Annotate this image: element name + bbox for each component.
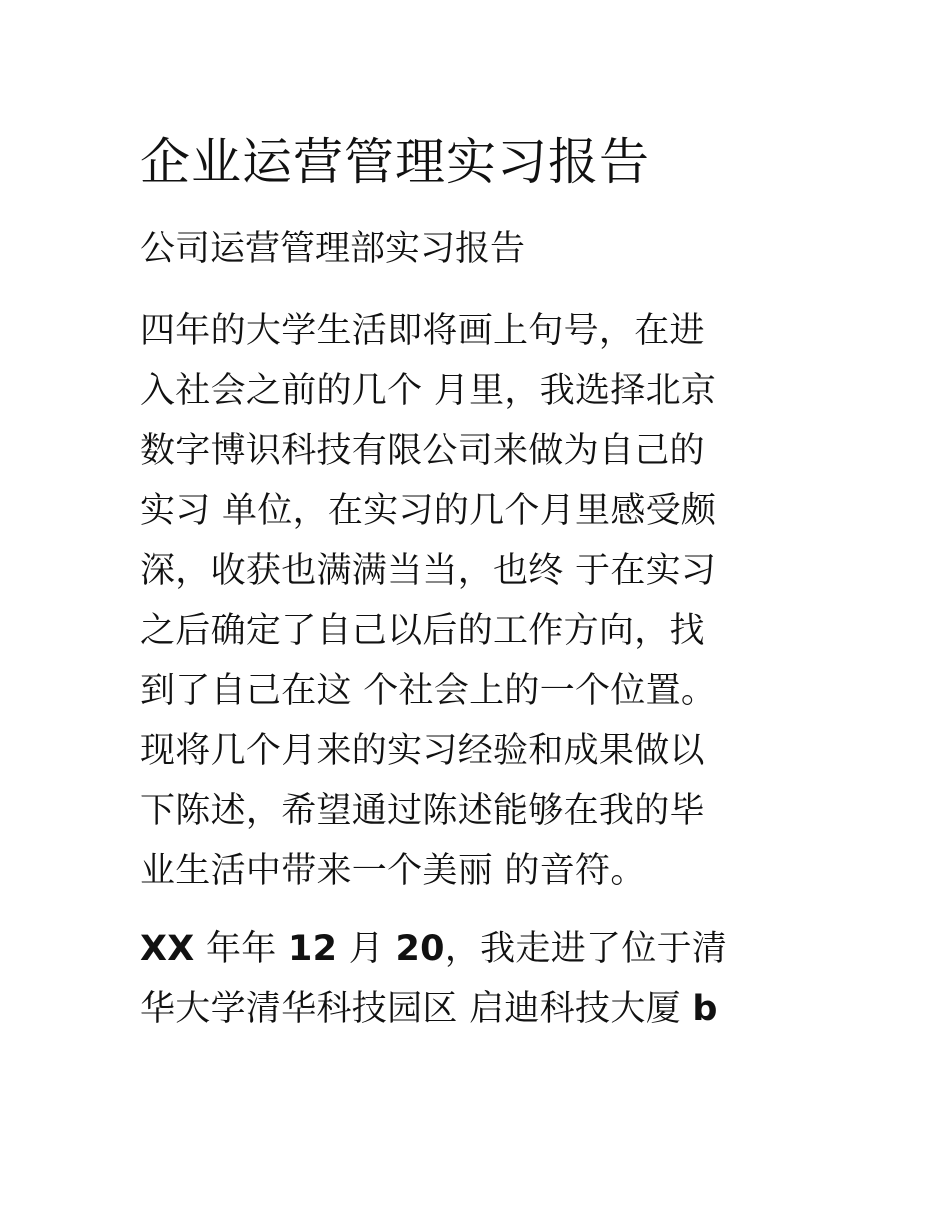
paragraph-line: 到了自己在这 个社会上的一个位置。 [140,671,717,711]
text-run: ，我走进了位于清 [444,929,728,969]
text-run: 华大学清华科技园区 启迪科技大厦 [140,989,693,1029]
text-run: 年年 [194,929,289,969]
document-title: 企业运营管理实习报告 [140,133,650,191]
paragraph-line: 下陈述，希望通过陈述能够在我的毕 [140,791,705,831]
paragraph-line: 之后确定了自己以后的工作方向，找 [140,611,705,651]
paragraph-line [140,919,727,979]
paragraph-date-location [140,919,727,1039]
text-run-bold: 20 [395,929,445,969]
document-subtitle: 公司运营管理部实习报告 [140,229,526,269]
paragraph-line [140,979,727,1039]
text-run: 月 [337,929,396,969]
paragraph-line: 业生活中带来一个美丽 的音符。 [140,851,646,891]
paragraph-line: 四年的大学生活即将画上句号，在进 [140,311,705,351]
paragraph-intro [140,301,716,901]
paragraph-line: 深，收获也满满当当，也终 于在实习 [140,551,717,591]
text-run-bold: b [692,989,718,1029]
paragraph-line: 入社会之前的几个 月里，我选择北京 [140,371,717,411]
paragraph-line: 数字博识科技有限公司来做为自己的 [140,431,705,471]
paragraph-line: 现将几个月来的实习经验和成果做以 [140,731,705,771]
paragraph-line: 实习 单位，在实习的几个月里感受颇 [140,491,717,531]
text-run-bold: XX [140,929,195,969]
text-run-bold: 12 [288,929,338,969]
